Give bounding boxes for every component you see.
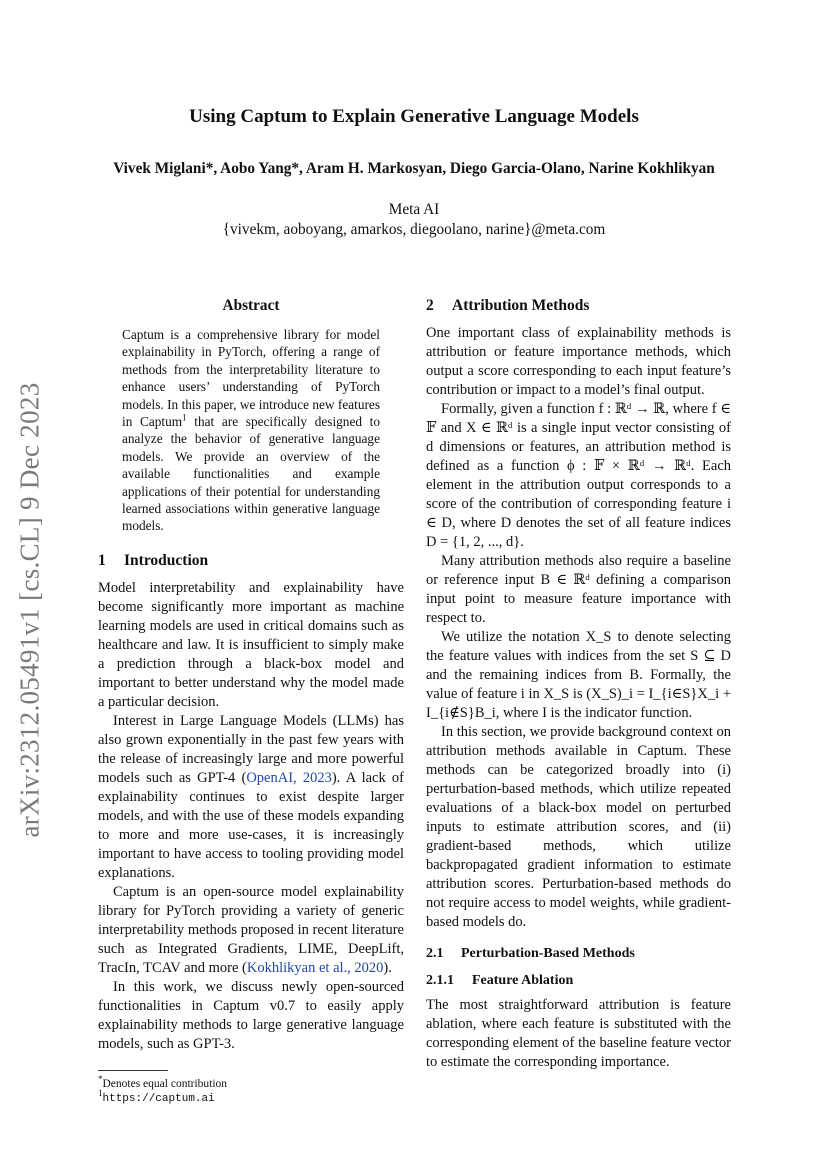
author-list: Vivek Miglani*, Aobo Yang*, Aram H. Markosyan, Diego Garcia-Olano, Narine Kokhlikyan bbox=[113, 160, 715, 177]
footnote-divider bbox=[98, 1070, 168, 1071]
section-title: Introduction bbox=[124, 551, 209, 569]
intro-p3-text-a: Captum is an open-source model explainability library for PyTorch providing a variety of generic interpretability methods proposed in recent literature such as Integrated Gradients, LIME, DeepLift, TracIn, TCAV and more ( bbox=[98, 883, 404, 976]
footnote-1 bbox=[98, 1074, 404, 1091]
attribution-paragraph-5: In this section, we provide background context on attribution methods available in Captum. These methods can be categorized broadly into (i) perturbation-based methods, which utilize repeated evaluations of a black-box model on perturbed inputs to estimate attribution scores, and (ii) gradient-based methods, which utilize backpropagated gradient information to estimate attribution scores. Perturbation-based methods do not require access to model weights, while gradient-based models do. bbox=[426, 724, 731, 930]
intro-paragraph-4: In this work, we discuss newly open-sourced functionalities in Captum v0.7 to easily apply explainability methods to large generative language models, such as GPT-3. bbox=[98, 978, 404, 1052]
footnote-1-mark: * bbox=[98, 1074, 103, 1085]
intro-p2-text-b: ). A lack of explainability continues to exist despite larger models, and with the use of these models expanding to more and more use-cases, it is increasingly important to have access to tooling providing model explanations. bbox=[98, 769, 404, 881]
citation-openai[interactable]: OpenAI, 2023 bbox=[246, 769, 332, 786]
attribution-paragraph-4: We utilize the notation X_S to denote selecting the feature values with indices from the set S ⊆ D and the remaining indices from B. Formally, the value of feature i in X_S is (X_S)_i = I_{i∈S}X_i + I_{i∉S}B_i, where I is the indicator function. bbox=[426, 629, 731, 721]
footnote-marker-1[interactable]: 1 bbox=[182, 412, 187, 423]
affiliation: Meta AI bbox=[388, 201, 440, 218]
section-introduction-heading bbox=[98, 551, 404, 570]
arxiv-identifier-text: arXiv:2312.05491v1 [cs.CL] 9 Dec 2023 bbox=[14, 382, 45, 838]
abstract-body bbox=[122, 326, 380, 535]
section-number: 1 bbox=[98, 551, 106, 569]
paper-title: Using Captum to Explain Generative Language Models bbox=[189, 106, 639, 127]
section-number: 2 bbox=[426, 297, 434, 314]
footnote-2-url[interactable]: https://captum.ai bbox=[102, 1092, 215, 1105]
attribution-paragraph-2: Formally, given a function f : ℝᵈ → ℝ, where f ∈ 𝔽 and X ∈ ℝᵈ is a single input vector consisting of d dimensions or features, an attribution method is defined as a function ϕ : 𝔽 × ℝᵈ → ℝᵈ. Each element in the attribution output corresponds to a score of the contribution of corresponding feature i ∈ D, where D denotes the set of all feature indices D = {1, 2, ..., d}. bbox=[426, 401, 731, 550]
subsection-perturbation-heading bbox=[426, 944, 731, 963]
attribution-paragraph-3: Many attribution methods also require a baseline or reference input B ∈ ℝᵈ defining a comparison input point to measure feature importance with respect to. bbox=[426, 553, 731, 626]
abstract-text-b: that are specifically designed to analyze the behavior of generative language models. We provide an overview of the available functionalities and example applications of their potential for understanding learned associations within generative language models. bbox=[122, 414, 381, 534]
footnote-2 bbox=[98, 1088, 404, 1106]
intro-paragraph-1: Model interpretability and explainability have become significantly more important as machine learning models are used in critical domains such as healthcare and law. It is insufficient to simply make a prediction through a black-box model and important to better understand why the model made a particular decision. bbox=[98, 579, 404, 710]
subsubsection-number: 2.1.1 bbox=[426, 973, 454, 988]
subsection-title: Perturbation-Based Methods bbox=[461, 946, 635, 961]
intro-p3-text-b: ). bbox=[383, 959, 392, 976]
subsubsection-feature-ablation-heading bbox=[426, 971, 731, 990]
right-column bbox=[426, 296, 731, 1072]
arxiv-identifier bbox=[0, 370, 60, 850]
footnote-2-mark: 1 bbox=[98, 1088, 103, 1099]
citation-kokhlikyan[interactable]: Kokhlikyan et al., 2020 bbox=[246, 959, 384, 976]
intro-p2-text-a: Interest in Large Language Models (LLMs) has also grown exponentially in the past few years with the release of increasingly large and more powerful models such as GPT-4 ( bbox=[98, 712, 404, 786]
section-title: Attribution Methods bbox=[452, 297, 590, 314]
intro-paragraph-3 bbox=[98, 883, 404, 978]
attribution-paragraph-6: The most straightforward attribution is feature ablation, where each feature is substituted with the corresponding element of the baseline feature vector to estimate the corresponding importance. bbox=[426, 997, 731, 1070]
footnote-1-text: Denotes equal contribution bbox=[102, 1077, 228, 1090]
intro-paragraph-2 bbox=[98, 712, 404, 883]
left-column bbox=[98, 296, 404, 1106]
subsubsection-title: Feature Ablation bbox=[472, 973, 574, 988]
section-attribution-heading bbox=[426, 296, 731, 315]
author-emails: {vivekm, aoboyang, amarkos, diegoolano, narine}@meta.com bbox=[222, 221, 606, 238]
affiliation-block bbox=[0, 200, 828, 240]
abstract-heading: Abstract bbox=[222, 297, 280, 314]
abstract-text-a: Captum is a comprehensive library for model explainability in PyTorch, offering a range of methods from the interpretability literature to enhance users’ understanding of PyTorch models. In this paper, we introduce new features in Captum bbox=[122, 327, 380, 430]
attribution-paragraph-1: One important class of explainability methods is attribution or feature importance methods, which output a score corresponding to each input feature’s contribution or impact to a model’s final output. bbox=[426, 325, 731, 398]
subsection-number: 2.1 bbox=[426, 946, 444, 961]
